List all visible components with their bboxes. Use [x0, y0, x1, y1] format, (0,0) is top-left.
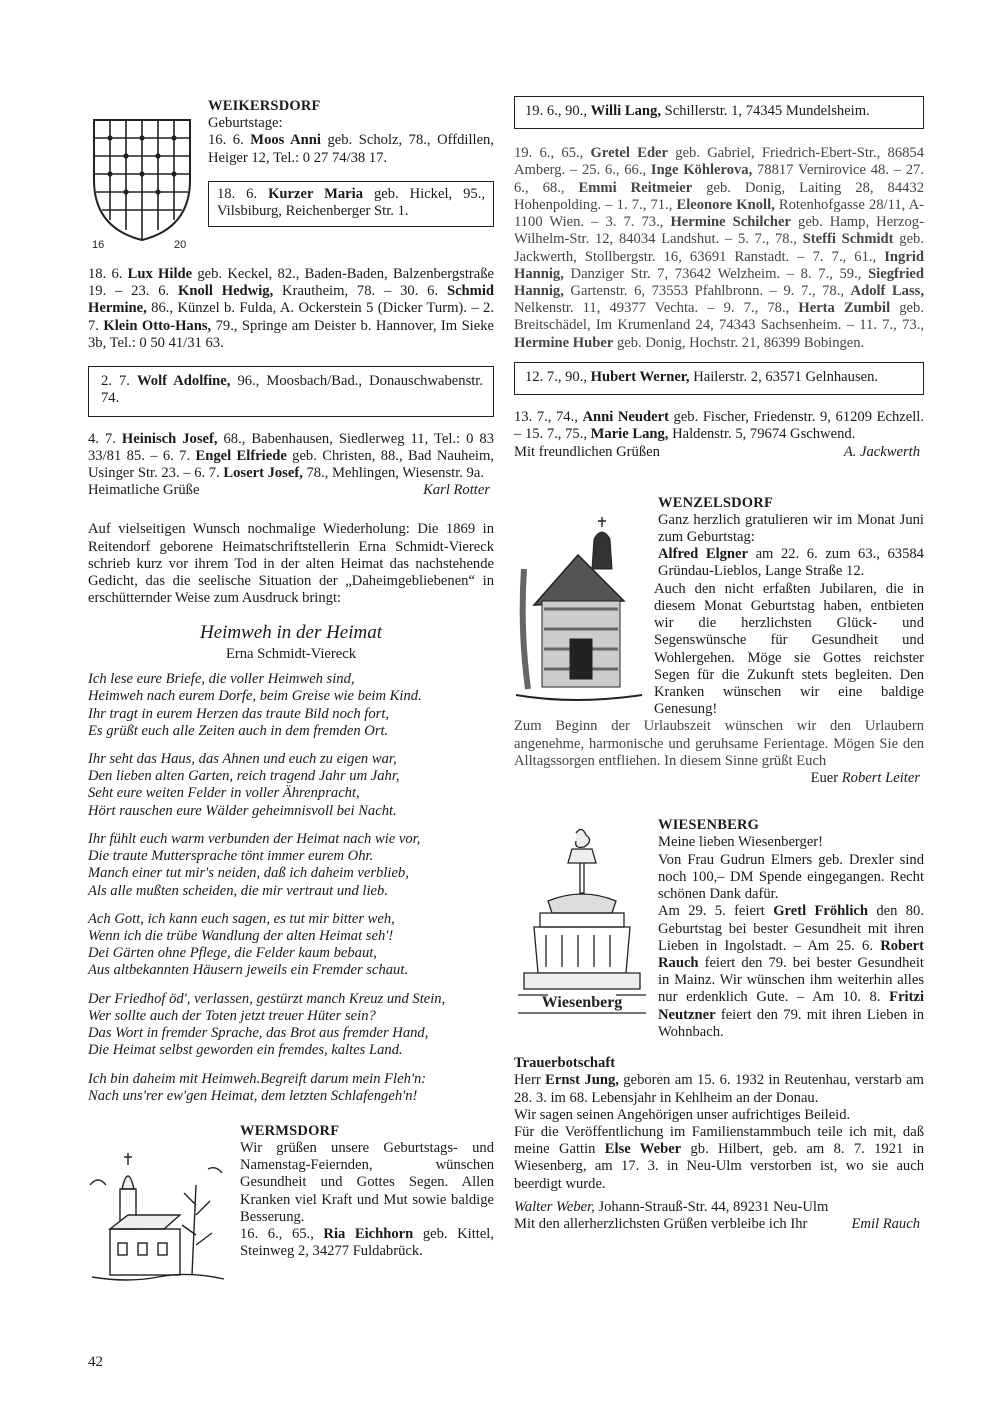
highlight-box — [514, 362, 924, 395]
signature: Robert Leiter — [841, 770, 920, 787]
section-text: Meine lieben Wiesenberger! — [658, 834, 824, 851]
poem-line: Wenn ich die trübe Wandlung der alten Heimat seh'! — [88, 927, 394, 944]
poem-line: Nach uns'rer ew'gen Heimat, dem letzten Schlafengeh'n! — [88, 1087, 418, 1104]
birthday-list: 19. 6., 65., Gretel Eder geb. Gabriel, Friedrich-Ebert-Str., 86854 Amberg. – 25. 6., 66., Inge Köhlerova, 78817 Vernirovice 48. – 27. 6., 68., Emmi Reitmeier geb. Donig, Laiting 28, 84432 Hohenpolding. – 1. 7., 71., Eleonore Knoll, Rotenhofgasse 28/11, A-1100 Wien. – 3. 7. 73., Hermine Schilcher geb. Hamp, Herzog-Wilhelm-Str. 12, 84034 Landshut. – 5. 7., 78., Steffi Schmidt geb. Jackwerth, Stollbergstr. 16, 63691 Ranstadt. – 7. 7., 61., Ingrid Hannig, Danziger Str. 7, 73642 Welzheim. – 8. 7., 59., Siegfried Hannig, Gartenstr. 6, 73553 Pfahlbronn. – 9. 7., 78., Adolf Lass, Nelkenstr. 11, 49377 Vechta. – 9. 7., 78., Herta Zumbil geb. Breitschädel, Im Krumenland 24, 74343 Sachsenheim. – 11. 7., 73., Hermine Huber geb. Donig, Hochstr. 21, 86399 Bobingen. — [514, 145, 925, 351]
page-number: 42 — [88, 1354, 103, 1370]
birthday-entry: 16. 6. Moos Anni geb. Scholz, 78., Offdillen, Heiger 12, Tel.: 0 27 74/38 17. — [208, 132, 494, 166]
poem-line: Wer sollte auch der Toten jetzt treuer Hüter sein? — [88, 1007, 376, 1024]
section-text: Ganz herzlich gratulieren wir im Monat Juni zum Geburtstag: — [658, 511, 924, 546]
poem-line: Ich lese eure Briefe, die voller Heimweh sind, — [88, 671, 355, 688]
poem-stanza — [88, 991, 494, 1060]
chapel-sketch-icon — [88, 1145, 228, 1295]
section-wermsdorf — [88, 1123, 494, 1295]
poem-line: Als alle mußten scheiden, die mir vertraut und lieb. — [88, 882, 388, 899]
signature-line: Euer Robert Leiter — [810, 770, 920, 787]
poem-author: Erna Schmidt-Viereck — [225, 645, 356, 662]
signature: Emil Rauch — [851, 1216, 920, 1233]
section-heading: WEIKERSDORF — [208, 98, 321, 114]
poem-line: Es grüßt euch alle Zeiten auch in dem fremden Ort. — [88, 722, 389, 739]
signature: Karl Rotter — [423, 482, 490, 499]
birthday-list: 4. 7. Heinisch Josef, 68., Babenhausen, Siedlerweg 11, Tel.: 0 83 33/81 85. – 6. 7. Engel Elfriede geb. Christen, 88., Bad Nauheim, Usinger Str. 23. – 6. 7. Losert Josef, 78., Mehlingen, Wiesenstr. 9a. — [88, 430, 494, 481]
poem-stanza — [88, 831, 494, 900]
closing: Mit den allerherzlichsten Grüßen verbleibe ich Ihr — [514, 1216, 808, 1233]
birthday-list: 18. 6. Lux Hilde geb. Keckel, 82., Baden-Baden, Balzenbergstraße 19. – 23. 6. Knoll Hedwig, Krautheim, 78. – 30. 6. Schmid Hermine, 86., Künzel b. Fulda, A. Ockerstein 5 (Dicker Turm). – 2. 7. Klein Otto-Hans, 79., Springe am Deister b. Hannover, Im Sieke 3b, Tel.: 0 50 41/31 63. — [88, 266, 495, 351]
section-text: Zum Beginn der Urlaubszeit wünschen wir den Urlaubern angenehme, harmonische und geruhsame Ferientage. Mögen Sie den Alltagssorgen entfliehen. In diesem Sinne grüßt Euch — [514, 718, 924, 769]
birthday-list: 13. 7., 74., Anni Neudert geb. Fischer, Friedenstr. 9, 61209 Echzell. – 15. 7., 75., Marie Lang, Haldenstr. 5, 79674 Gschwend. — [514, 409, 924, 443]
poem-intro: Auf vielseitigen Wunsch nochmalige Wiederholung: Die 1869 in Reitendorf geborene Heimatschriftstellerin Erna Schmidt-Viereck schrieb kurz vor ihrem Tod in der alten Heimat das nachstehende Gedicht, das die seelische Situation der „Daheimgebliebenen“ in erschütternder Weise zum Ausdruck bringt: — [88, 521, 494, 607]
birthday-entry: 2. 7. Wolf Adolfine, 96., Moosbach/Bad., Donauschwabenstr. 74. — [101, 373, 484, 407]
poem-line: Manch einer tut mir's neiden, daß ich daheim verblieb, — [88, 865, 409, 882]
section-intro: Geburtstage: — [208, 115, 283, 132]
birthday-entry: 12. 7., 90., Hubert Werner, Hailerstr. 2, 63571 Gelnhausen. — [525, 368, 879, 385]
poem-stanza — [88, 671, 494, 740]
birthday-entry: 16. 6., 65., Ria Eichhorn geb. Kittel, Steinweg 2, 34277 Fuldabrück. — [240, 1226, 494, 1260]
poem-line: Heimweh nach eurem Dorfe, beim Greise wie beim Kind. — [88, 688, 422, 705]
poem-line: Ihr tragt in eurem Herzen das traute Bild noch fort, — [88, 705, 390, 722]
poem-line: Den lieben alten Garten, reich tragend Jahr um Jahr, — [88, 768, 400, 785]
poem-line: Ihr fühlt euch warm verbunden der Heimat nach wie vor, — [88, 830, 421, 847]
poem-line: Die Heimat selbst geworden ein fremdes, kaltes Land. — [88, 1042, 403, 1059]
section-text: Auch den nicht erfaßten Jubilaren, die in diesem Monat Geburtstag haben, entbieten wir die herzlichsten Glück- und Segenswünsche für Gesundheit und Wohlergehen. Möge sie Gottes reichster Segen für die Zukunft stets begleiten. Den Kranken wünschen wir eine baldige Genesung! — [654, 580, 924, 718]
birthday-entry: Alfred Elgner am 22. 6. zum 63., 63584 Gründau-Lieblos, Lange Straße 12. — [658, 546, 924, 580]
poem-title: Heimweh in der Heimat — [199, 621, 383, 643]
section-text: Wir grüßen unsere Geburtstags- und Namenstag-Feiernden, wünschen Gesundheit und Gottes Segen. Allen Kranken viel Kraft und Mut sowie baldige Besserung. — [240, 1140, 494, 1225]
section-heading: WERMSDORF — [240, 1122, 340, 1139]
sender-line: Walter Weber, Johann-Strauß-Str. 44, 89231 Neu-Ulm — [514, 1198, 829, 1215]
poem-line: Seht eure weiten Felder in voller Ährenpracht, — [88, 785, 360, 802]
left-column — [88, 96, 494, 1295]
section-poem — [88, 521, 494, 1105]
section-text: Von Frau Gudrun Elmers geb. Drexler sind noch 100,– DM Spende eingegangen. Recht schönen Dank dafür. — [658, 851, 924, 903]
crest-year-right: 20 — [174, 239, 187, 250]
signature-line — [88, 482, 494, 499]
section-text: Wir sagen seinen Angehörigen unser aufrichtiges Beileid. — [514, 1106, 851, 1123]
birthday-entry: 19. 6., 90., Willi Lang, Schillerstr. 1, 74345 Mundelsheim. — [525, 103, 870, 119]
section-weikersdorf — [88, 96, 494, 499]
obituary-entry: Für die Veröffentlichung im Familienstammbuch teile ich mit, daß meine Gattin Else Weber gb. Hilbert, geb. am 8. 7. 1921 in Wiesenberg, am 17. 3. in Neu-Ulm verstorben ist, wo sie auch beerdigt wurde. — [514, 1123, 924, 1192]
section-heading: WIESENBERG — [658, 817, 760, 834]
signature: A. Jackwerth — [843, 443, 920, 460]
coat-of-arms-icon — [88, 116, 196, 250]
image-caption: Wiesenberg — [541, 994, 623, 1012]
obituary-entry: Herr Ernst Jung, geboren am 15. 6. 1932 in Reutenhau, verstarb am 28. 3. im 68. Lebensjahr in Kehlheim an der Donau. — [514, 1072, 925, 1106]
poem-stanza — [88, 911, 494, 980]
poem-line: Ach Gott, ich kann euch sagen, es tut mir bitter weh, — [88, 910, 395, 927]
greeting: Heimatliche Grüße — [88, 482, 200, 499]
poem-line: Ihr seht das Haus, das Ahnen und euch zu eigen war, — [88, 751, 397, 767]
poem-line: Das Wort in fremder Sprache, das Brot aus fremder Hand, — [88, 1025, 429, 1042]
birthday-list: Am 29. 5. feiert Gretl Fröhlich den 80. Geburtstag bei bester Gesundheit mit ihren Lieben in Ingolstadt. – Am 25. 6. Robert Rauch feiert den 79. bei bester Gesundheit in Mainz. Wir wünschen ihm weiterhin alles nur erdenklich Gute. – Am 10. 8. Fritzi Neutzner feiert den 79. mit ihren Lieben in Wohnbach. — [658, 903, 924, 1040]
section-heading: WENZELSDORF — [658, 494, 773, 511]
section-heading: Trauerbotschaft — [514, 1055, 616, 1072]
greeting: Mit freundlichen Grüßen — [514, 443, 660, 460]
fountain-sketch-icon — [514, 823, 650, 1023]
highlight-box — [88, 366, 494, 416]
birthday-entry: 18. 6. Kurzer Maria geb. Hickel, 95., Vilsbiburg, Reichenberger Str. 1. — [217, 185, 485, 219]
crest-year-left: 16 — [92, 239, 105, 250]
poem-line: Hört rauschen eure Wälder geheimnisvoll bei Nacht. — [88, 802, 397, 819]
right-column — [514, 96, 924, 1233]
poem-stanza — [88, 751, 494, 820]
section-birthdays-continued — [514, 96, 924, 461]
poem-line: Aus altbekannten Häusern jeweils ein Fremder schaut. — [88, 962, 409, 979]
highlight-box — [514, 96, 924, 129]
section-wiesenberg — [514, 817, 924, 1041]
poem-line: Ich bin daheim mit Heimweh.Begreift darum mein Fleh'n: — [88, 1070, 427, 1087]
church-sketch-icon — [514, 509, 644, 709]
signature-line — [514, 1216, 924, 1233]
poem-line: Dei Gärten ohne Pflege, die Felder kaum bebaut, — [88, 945, 377, 962]
poem-stanza — [88, 1071, 494, 1105]
section-wenzelsdorf — [514, 495, 924, 788]
poem-line: Die traute Muttersprache tönt immer eurem Ohr. — [88, 848, 374, 865]
poem-line: Der Friedhof öd', verlassen, gestürzt manch Kreuz und Stein, — [88, 990, 446, 1007]
highlight-box — [208, 181, 494, 227]
poem-body — [88, 671, 494, 1105]
signature-line — [514, 444, 924, 461]
section-trauerbotschaft — [514, 1055, 924, 1233]
